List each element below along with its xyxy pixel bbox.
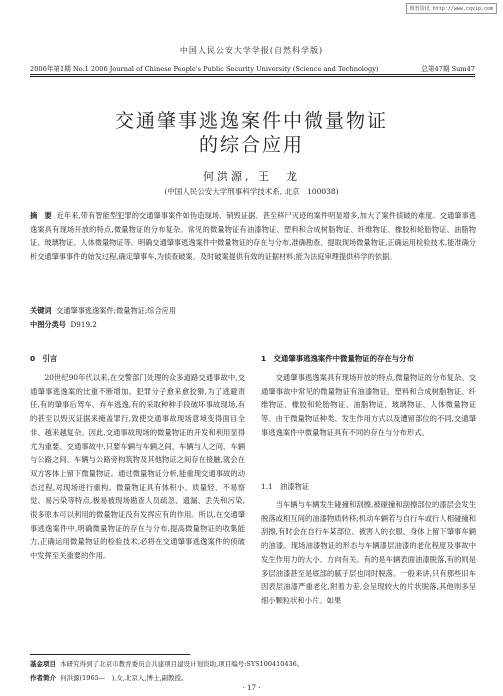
keywords-text: 交通肇事逃逸案件;微量物证;综合应用 [56, 306, 177, 315]
fund-label: 基金项目 [30, 660, 56, 668]
affiliation: (中国人民公安大学刑事科学技术系, 北京 100038) [164, 187, 339, 196]
header-rule-thin [30, 76, 475, 77]
header-rule [30, 74, 475, 75]
abstract [30, 209, 476, 264]
classification-text: D919.2 [70, 320, 97, 329]
author-note [30, 673, 188, 682]
author-text: 何洪源(1965— ),女,北京人,博士,副教授。 [60, 674, 188, 682]
header-right: 总第47期 Sum47 [421, 65, 475, 73]
intro-paragraph: 20世纪90年代以来,在交警部门处理的众多道路交通事故中,交通肇事逃逸案的比重不断增加。犯罪分子愈来愈狡猾,为了逃避责任,有的肇事后驾车、弃车逃逸,有的采取种种手段破坏事故现场,有的甚至以毁灭证据来掩盖罪行,致使交通事故现场意境变得面目全非、越来越复杂。因此,交通事故现场的微量物证的开发和利用显得尤为重要。交通事故中,只要车辆与车辆之间、车辆与人之间、车辆与公路之间、车辆与公路旁构筑物及其他物证之间存在接触,就会在双方客体上留下微量物证。通过微量物证分析,能重现交通事故的动态过程,对现场进行重构。微量物证具有体积小、质量轻、不易察觉、易污染等特点,极易被现场勘查人员疏忽、遗漏、丢失和污染,很多原本可以利用的微量物证没有发挥应有的作用。所以,在交通肇事逃逸案件中,明确微量物证的存在与分布,提高微量物证的收集能力,正确运用微量物证的检验技术,必将在交通肇事逃逸案件的侦破中发挥至关重要的作用。 [30, 373, 245, 561]
right-column-lower [261, 498, 476, 608]
keywords-label: 关键词 [30, 306, 52, 315]
section-1-heading: 1 交通肇事逃逸案件中微量物证的存在与分布 [261, 354, 414, 363]
title-line-1: 交通肇事逃逸案件中微量物证 [114, 110, 388, 132]
title-line-2: 的综合应用 [198, 134, 304, 156]
fund-note [30, 659, 303, 668]
subsection-1-1-heading: 1.1 油漆物证 [261, 482, 310, 491]
section-1-paragraph: 交通肇事逃逸案具有现场开放的特点,微量物证的分布复杂。交通肇事故中常见的微量物证有油漆物证、塑料和合成树脂物证、纤维物证、橡胶和轮胎物证、油脂物证、玻璃物证、人体微量物证等。由于微量物证种类、发生作用方式以及遭留部位的不同,交通肇事逃逸案件中微量物证具有不同的存在与分布形式。 [261, 373, 476, 437]
abstract-text: 近年来,带有智能型犯罪的交通肇事案件如伪造现场、销毁证据、甚至移尸灭迹的案件明显增多,加大了案件侦破的难度。交通肇事逃逸案具有现场开放的特点,微量物证的分布复杂。常见的微量物证有油漆物证、塑料和合成树脂物证、纤维物证、橡胶和轮胎物证、油脂物证、玻璃物证、人体微量物证等。明确交通肇事逃逸案件中微量物证的存在与分布,准确勘查、提取现场微量物证,正确运用检验技术,能准确分析交通肇事事件的始发过程,确定肇事车,为侦查破案、及时破案提供有效的证据材料;能为法庭审理提供科学的依据。 [30, 211, 476, 262]
keywords [30, 306, 176, 316]
right-column [261, 371, 476, 440]
footnote-rule [30, 654, 190, 655]
authors: 何洪源, 王 龙 [203, 170, 300, 183]
abstract-label: 摘 要 [30, 211, 52, 220]
classification [30, 320, 97, 330]
classification-label: 中图分类号 [30, 320, 66, 329]
page-number: · 17 · [242, 684, 261, 692]
header-left: 2006年第1期 No.1 2006 Journal of Chinese People's Public Security University (Science and Technology) [30, 65, 379, 73]
running-header [30, 63, 475, 73]
section-0-heading: 0 引言 [30, 354, 58, 363]
paint-evidence-paragraph: 当车辆与车辆发生碰撞和刮擦,被碰撞和刮擦部位的漆层会发生脱落或相互间的油漆物质转移;机动车辆若与自行车或行人相碰撞和刮擦,有时会在自行车某部位、被害人的衣服、身体上留下肇事车辆的油漆。现场油漆物证的形态与车辆漆层油漆的老化程度及事故中发生作用力的大小、方向有关。有的是车辆表面油漆脱落,有的则是多层油漆甚至是底部的腻子层也同时脱落。一般来讲,只有那些旧车因表层油漆严重老化,附着力差,会呈现较大的片状脱落,其他则多呈细小颗粒状和小片。如果 [261, 500, 476, 605]
journal-name: 中国人民公安大学学报(自然科学版) [179, 46, 324, 55]
author-label: 作者简介 [30, 674, 56, 682]
fund-text: 本研究得到了北京市教育委员会共建项目建设计划资助,项目编号:SYS100410436。 [60, 660, 304, 668]
left-column [30, 371, 245, 563]
watermark: 维普资讯 http://www.cqvip.com [406, 3, 497, 14]
